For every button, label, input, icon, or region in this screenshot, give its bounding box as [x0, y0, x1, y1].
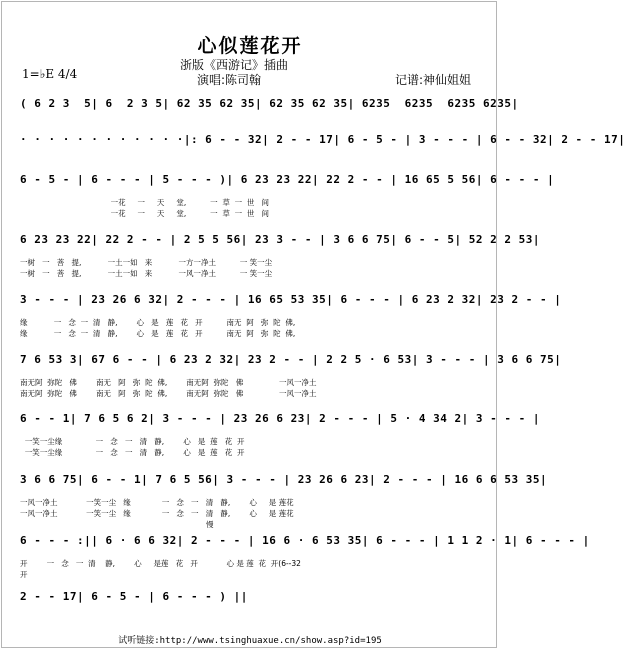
lyric-line: 一花 一 天 堂, 一 草 一 世 间 [20, 209, 270, 218]
lyric-line: 一笑一尘缘 一 念 一 清 静, 心 是 莲 花 开 [20, 437, 245, 446]
lyric-line: 缘 一 念 一 清 静, 心 是 莲 花 开 南无 阿 弥 陀 佛, [20, 329, 296, 338]
key-signature: 1=♭E 4/4 [22, 67, 78, 81]
notation-line: 6 - 5 - | 6 - - - | 5 - - - )| 6 23 23 22| 22 2 - - | 16 65 5 56| 6 - - - | [20, 173, 555, 186]
lyric-line: 开 一 念 一 清 静, 心 是莲 花 开 心 是 莲 花 开(6--32 [20, 559, 301, 568]
notation-line: 3 - - - | 23 26 6 32| 2 - - - | 16 65 53 35| 6 - - - | 6 23 2 32| 23 2 - - | [20, 293, 562, 306]
lyric-line: 一花 一 天 堂, 一 草 一 世 间 [20, 198, 270, 207]
singer-credit: 演唱:陈司翰 [197, 73, 262, 87]
notation-line: 6 23 23 22| 22 2 - - | 2 5 5 56| 23 3 - - | 3 6 6 75| 6 - - 5| 52 2 2 53| [20, 233, 540, 246]
listen-link[interactable]: 试听链接:http://www.tsinghuaxue.cn/show.asp?id=195 [118, 636, 382, 646]
lyric-line: 一笑一尘缘 一 念 一 清 静, 心 是 莲 花 开 [20, 448, 245, 457]
notation-line: 2 - - 17| 6 - 5 - | 6 - - - ) || [20, 590, 248, 603]
notation-line: · · · · · · · · · · · ·|: 6 - - 32| 2 - - 17| 6 - 5 - | 3 - - - | 6 - - 32| 2 - - 17| [20, 133, 625, 146]
notation-line: 3 6 6 75| 6 - - 1| 7 6 5 56| 3 - - - | 23 26 6 23| 2 - - - | 16 6 6 53 35| [20, 473, 548, 486]
song-subtitle: 浙版《西游记》插曲 [180, 58, 289, 72]
lyric-line: 南无阿 弥陀 佛 南无 阿 弥 陀 佛, 南无阿 弥陀 佛 一风一净土 [20, 389, 317, 398]
lyric-line: 南无阿 弥陀 佛 南无 阿 弥 陀 佛, 南无阿 弥陀 佛 一风一净土 [20, 378, 317, 387]
notation-line: ( 6 2 3 5| 6 2 3 5| 62 35 62 35| 62 35 62 35| 6235 6235 6235 6235| [20, 97, 519, 110]
lyric-line: 一风一净土 一笑一尘 缘 一 念 一 清 静, 心 是 莲花 [20, 509, 294, 518]
notation-line: 6 - - 1| 7 6 5 6 2| 3 - - - | 23 26 6 23| 2 - - - | 5 · 4 34 2| 3 - - - | [20, 412, 540, 425]
lyric-line: 慢 [20, 520, 214, 529]
lyric-line: 一风一净土 一笑一尘 缘 一 念 一 清 静, 心 是 莲花 [20, 498, 294, 507]
song-title: 心似莲花开 [197, 35, 303, 57]
lyric-line: 缘 一 念 一 清 静, 心 是 莲 花 开 南无 阿 弥 陀 佛, [20, 318, 296, 327]
lyric-line: 一树 一 菩 提, 一土一如 来 一方一净土 一 笑一尘 [20, 258, 273, 267]
notation-line: 7 6 53 3| 67 6 - - | 6 23 2 32| 23 2 - - | 2 2 5 · 6 53| 3 - - - | 3 6 6 75| [20, 353, 562, 366]
lyric-line: 一树 一 菩 提, 一土一如 来 一风一净土 一 笑一尘 [20, 269, 273, 278]
notation-line: 6 - - - :|| 6 · 6 6 32| 2 - - - | 16 6 · 6 53 35| 6 - - - | 1 1 2 · 1| 6 - - - | [20, 534, 590, 547]
recorder-credit: 记谱:神仙姐姐 [395, 73, 472, 87]
lyric-line: 开 [20, 570, 28, 579]
